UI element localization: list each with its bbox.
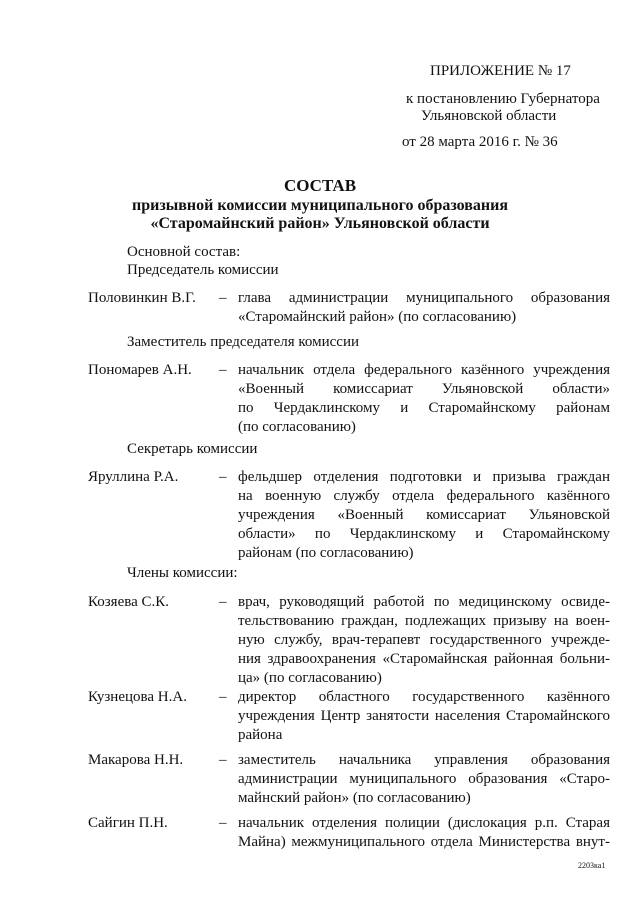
document-subtitle-line-2: «Старомайнский район» Ульяновской области: [150, 215, 490, 232]
document-title: СОСТАВ: [283, 176, 357, 195]
member-name: Пономарев А.Н.: [88, 362, 192, 378]
description-line: тельствованию граждан, подлежащих призыву на воен-: [238, 613, 610, 629]
description-line: учреждения Центр занятости населения Старомайнского: [238, 708, 610, 724]
document-code: 2203ка1: [578, 861, 606, 870]
section-secretary: Секретарь комиссии: [127, 441, 258, 457]
description-line: области» по Чердаклинскому и Старомайнскому: [238, 526, 610, 542]
description-line: «Военный комиссариат Ульяновской области»: [238, 381, 610, 397]
dash-separator: –: [219, 752, 227, 768]
description-line: (по согласованию): [238, 419, 356, 435]
section-deputy: Заместитель председателя комиссии: [127, 334, 360, 350]
description-line: директор областного государственного казённого: [238, 689, 610, 705]
description-line: майнский район» (по согласованию): [238, 790, 471, 806]
description-line: по Чердаклинскому и Старомайнскому районам: [238, 400, 610, 416]
description-line: района: [238, 727, 283, 743]
description-line: «Старомайнский район» (по согласованию): [238, 309, 517, 325]
member-name: Половинкин В.Г.: [88, 290, 196, 306]
description-line: врач, руководящий работой по медицинскому освиде-: [238, 594, 610, 610]
description-line: глава администрации муниципального образования: [238, 290, 610, 306]
section-members: Члены комиссии:: [127, 565, 238, 581]
dash-separator: –: [219, 594, 227, 610]
description-line: районам (по согласованию): [238, 545, 414, 561]
dash-separator: –: [219, 469, 227, 485]
description-line: ца» (по согласованию): [238, 670, 382, 686]
dash-separator: –: [219, 815, 227, 831]
member-name: Кузнецова Н.А.: [88, 689, 187, 705]
description-line: заместитель начальника управления образования: [238, 752, 610, 768]
dash-separator: –: [219, 689, 227, 705]
appendix-label: ПРИЛОЖЕНИЕ № 17: [430, 63, 571, 79]
section-main-composition: Основной состав:: [127, 244, 241, 260]
member-description: [238, 289, 610, 327]
document-subtitle-line-1: призывной комиссии муниципального образования: [131, 197, 509, 214]
section-chairman: Председатель комиссии: [127, 262, 279, 278]
description-line: фельдшер отделения подготовки и призыва граждан: [238, 469, 610, 485]
description-line: начальник отделения полиции (дислокация р.п. Старая: [238, 815, 610, 831]
description-line: ную службу, врач-терапевт государственного учрежде-: [238, 632, 610, 648]
description-line: Майна) межмуниципального отдела Министерства внут-: [238, 834, 610, 850]
member-description: [238, 814, 610, 852]
description-line: на военную службу отдела федерального казённого: [238, 488, 610, 504]
member-description: [238, 593, 610, 688]
member-description: [238, 361, 610, 437]
dash-separator: –: [219, 290, 227, 306]
description-line: ния здравоохранения «Старомайнская районная больни-: [238, 651, 610, 667]
resolution-reference: к постановлению Губернатора: [406, 91, 600, 107]
description-line: администрации муниципального образования «Старо-: [238, 771, 610, 787]
date-number: от 28 марта 2016 г. № 36: [402, 134, 558, 150]
member-description: [238, 751, 610, 808]
region-name: Ульяновской области: [421, 108, 557, 124]
description-line: учреждения «Военный комиссариат Ульяновской: [238, 507, 610, 523]
description-line: начальник отдела федерального казённого учреждения: [238, 362, 610, 378]
member-name: Макарова Н.Н.: [88, 752, 184, 768]
dash-separator: –: [219, 362, 227, 378]
member-description: [238, 468, 610, 563]
member-description: [238, 688, 610, 745]
member-name: Сайгин П.Н.: [88, 815, 168, 831]
member-name: Яруллина Р.А.: [88, 469, 179, 485]
member-name: Козяева С.К.: [88, 594, 170, 610]
